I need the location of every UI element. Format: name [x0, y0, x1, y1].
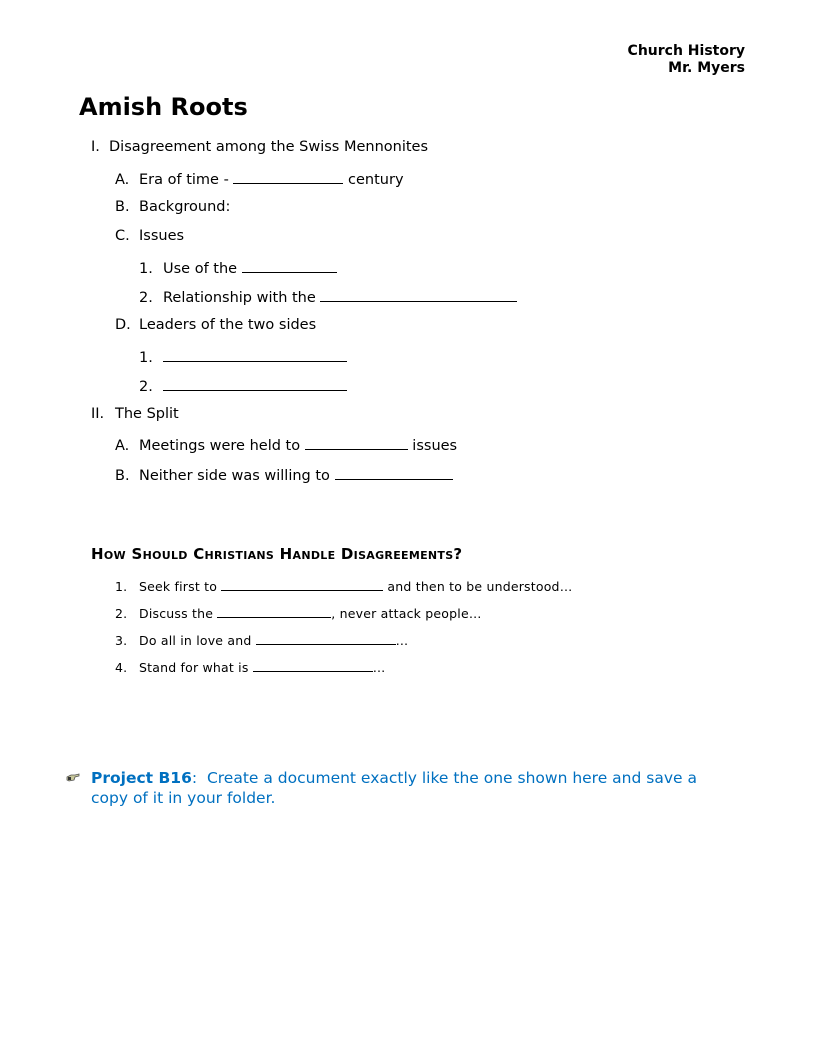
project-colon: : — [191, 769, 198, 787]
outline-marker: B. — [115, 468, 130, 484]
outline-marker: A. — [115, 438, 130, 454]
section-heading: How Should Christians Handle Disagreements? — [91, 545, 463, 563]
page-title: Amish Roots — [79, 93, 248, 121]
outline-text: Background: — [139, 199, 231, 215]
outline-I — [91, 139, 428, 155]
outline-I-A — [115, 169, 404, 188]
pointing-hand-icon — [66, 773, 80, 783]
list-text: Seek first to — [139, 579, 222, 594]
outline-marker: 2. — [139, 379, 153, 395]
fill-blank[interactable] — [305, 435, 408, 450]
project-text: Create a document exactly like the one shown here and save a copy of it in your folder. — [91, 769, 702, 807]
outline-I-C-2 — [139, 287, 517, 306]
list-item — [115, 632, 408, 648]
fill-blank[interactable] — [335, 465, 453, 480]
outline-marker: 1. — [139, 350, 153, 366]
list-item — [115, 578, 572, 594]
list-marker: 4. — [115, 660, 128, 675]
outline-II — [91, 406, 179, 422]
outline-I-B — [115, 199, 230, 215]
outline-text: Disagreement among the Swiss Mennonites — [109, 139, 429, 155]
fill-blank[interactable] — [163, 347, 347, 362]
list-text: Stand for what is — [139, 660, 253, 675]
fill-blank[interactable] — [221, 578, 383, 591]
project-instructions — [91, 769, 731, 808]
outline-text: Use of the — [163, 261, 242, 277]
list-marker: 2. — [115, 606, 128, 621]
outline-I-C — [115, 228, 184, 244]
outline-I-D — [115, 317, 316, 333]
fill-blank[interactable] — [253, 659, 373, 672]
outline-marker: A. — [115, 172, 130, 188]
outline-I-C-1 — [139, 258, 337, 277]
list-text: … — [372, 660, 386, 675]
list-text: Do all in love and — [139, 633, 256, 648]
fill-blank[interactable] — [320, 287, 517, 302]
outline-text: Leaders of the two sides — [139, 317, 317, 333]
outline-text: Issues — [139, 228, 185, 244]
list-text: … — [395, 633, 409, 648]
list-text: Discuss the — [139, 606, 218, 621]
list-text: , never attack people… — [331, 606, 482, 621]
fill-blank[interactable] — [217, 605, 331, 618]
outline-text: Neither side was willing to — [139, 468, 335, 484]
outline-text: century — [343, 172, 404, 188]
list-marker: 3. — [115, 633, 128, 648]
list-item — [115, 659, 385, 675]
outline-I-D-2 — [139, 376, 347, 395]
outline-text: Meetings were held to — [139, 438, 305, 454]
fill-blank[interactable] — [256, 632, 396, 645]
outline-marker: C. — [115, 228, 130, 244]
list-text: and then to be understood… — [383, 579, 573, 594]
outline-marker: II. — [91, 406, 105, 422]
outline-marker: B. — [115, 199, 130, 215]
outline-text: Relationship with the — [163, 290, 321, 306]
outline-text: issues — [407, 438, 458, 454]
course-name: Church History — [627, 43, 745, 59]
fill-blank[interactable] — [163, 376, 347, 391]
outline-I-D-1 — [139, 347, 347, 366]
teacher-name: Mr. Myers — [668, 60, 745, 76]
outline-marker: 2. — [139, 290, 153, 306]
list-marker: 1. — [115, 579, 128, 594]
outline-II-B — [115, 465, 453, 484]
outline-text: Era of time - — [139, 172, 234, 188]
outline-text: The Split — [115, 406, 179, 422]
list-item — [115, 605, 482, 621]
outline-marker: 1. — [139, 261, 153, 277]
outline-marker: I. — [91, 139, 100, 155]
fill-blank[interactable] — [242, 258, 337, 273]
outline-marker: D. — [115, 317, 131, 333]
fill-blank[interactable] — [233, 169, 343, 184]
outline-II-A — [115, 435, 457, 454]
project-label: Project B16 — [91, 769, 192, 787]
